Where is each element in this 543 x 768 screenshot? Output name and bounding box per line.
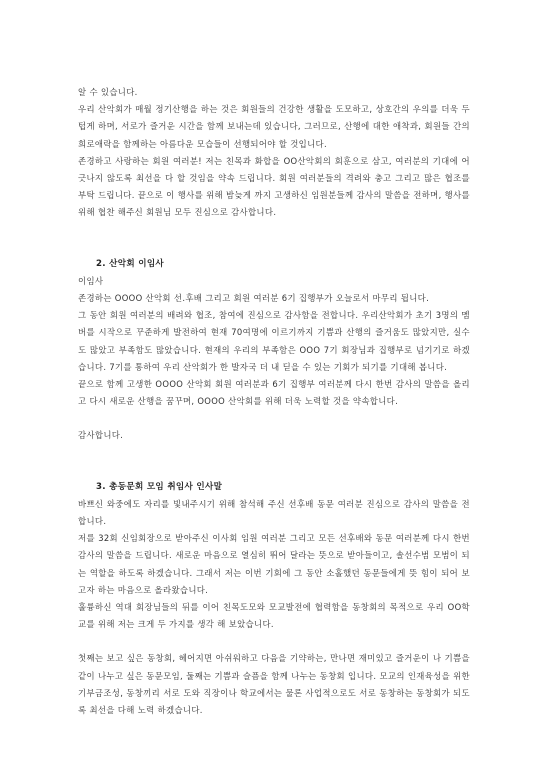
section-2-paragraph-3: 끝으로 함께 고생한 OOOO 산악회 회원 여러분과 6기 집행부 여러분께 다시 한번 감사의 말씀을 올리고 다시 새로운 산행을 꿈꾸며, OOOO 산악회를 위해 더욱 노력할 것을 약속합니다. [78,379,470,407]
section-2-heading: 2. 산악회 이임사 [96,258,165,269]
section-2-paragraph-1: 존경하는 OOOO 산악회 선.후배 그리고 회원 여러분 6기 집행부가 오늘로서 마무리 됩니다. [78,293,430,304]
section-spacer [78,445,470,479]
paragraph-spacer [78,633,470,650]
section-3-paragraph-3: 훌륭하신 역대 회장님들의 뒤를 이어 친목도모와 모교발전에 협력함을 동창회의 목적으로 우리 OO학교를 위해 저는 크게 두 가지를 생각 해 보았습니다. [78,602,470,630]
paragraph-spacer [78,410,470,427]
section-3-paragraph-2: 저를 32회 신임회장으로 받아주신 이사회 임원 여러분 그리고 모든 선후배와 동문 여러분께 다시 한번 감사의 말씀을 드립니다. 새로운 마음으로 열심히 뛰어 달라는 뜻으로 받아들이고, 솔선수범 모범이 되는 역할을 하도록 하겠습니다. 그래서 저는 이번 기회에 그 동안 소홀했던 동문들에게 뜻 힘이 되어 보고자 하는 마음으로 올라왔습니다. [78,533,470,595]
section-2-closing: 감사합니다. [78,430,124,441]
section-2-subtitle: 이임사 [78,275,104,286]
section-2-paragraph-2: 그 동안 회원 여러분의 배려와 협조, 참여에 진심으로 감사함을 전합니다. 우리산악회가 초기 3명의 멤버를 시작으로 꾸준하게 발전하여 현재 70여명에 이르기까지 기쁨과 산행의 즐거움도 많았지만, 실수도 많았고 부족함도 많았습니다. 현재의 우리의 부족함은 OOO 7기 회장님과 집행부로 넘기기로 하겠습니다. 7기를 통하여 우리 산악회가 한 발자국 더 내 딛을 수 있는 기회가 되기를 기대해 봅니다. [78,310,470,372]
section-3-paragraph-1: 바쁘신 와중에도 자리를 빛내주시기 위해 참석해 주신 선후배 동문 여러분 진심으로 감사의 말씀을 전합니다. [78,498,470,527]
intro-paragraph-2: 우리 산악회가 매월 정기산행을 하는 것은 회원들의 건강한 생활을 도모하고, 상호간의 우의를 더욱 두텁게 하며, 서로가 즐거운 시간을 함께 보내는데 있습니다, 그러므로, 산행에 대한 애착과, 회원들 간의 희로애락을 함께하는 아름다운 모습들이 선행되어야 할 것입니다. [78,104,470,149]
section-3-heading: 3. 총동문회 모임 취임사 인사말 [96,481,223,492]
section-spacer [78,222,470,256]
intro-paragraph-1: 알 수 있습니다. [78,87,138,97]
section-3-paragraph-4: 첫째는 보고 싶은 동창회, 헤어지면 아쉬워하고 다음을 기약하는, 만나면 재미있고 즐거운이 나 기쁨을 같이 나누고 싶은 동문모임, 둘째는 기쁨과 슬픔을 함께 나누는 동창회 입니다. 모교의 인재육성을 위한 기부금조성, 동창끼리 서로 도와 직장이나 학교에서는 물론 사업적으로도 서로 동창하는 동창회가 되도록 최선을 다해 노력 하겠습니다. [78,653,470,716]
intro-paragraph-3: 존경하고 사랑하는 회원 여러분! 저는 친목과 화합을 OO산악회의 회훈으로 삼고, 여러분의 기대에 어긋나지 않도록 최선을 다 할 것임을 약속 드립니다. 회원 여러분들의 격려와 충고 그리고 많은 협조를 부탁 드립니다. 끝으로 이 행사를 위해 밤늦게 까지 고생하신 임원분들께 감사의 말씀을 전하며, 행사를 위해 협찬 해주신 회원님 모두 진심으로 감사합니다. [78,155,470,218]
document-page [78,84,470,719]
